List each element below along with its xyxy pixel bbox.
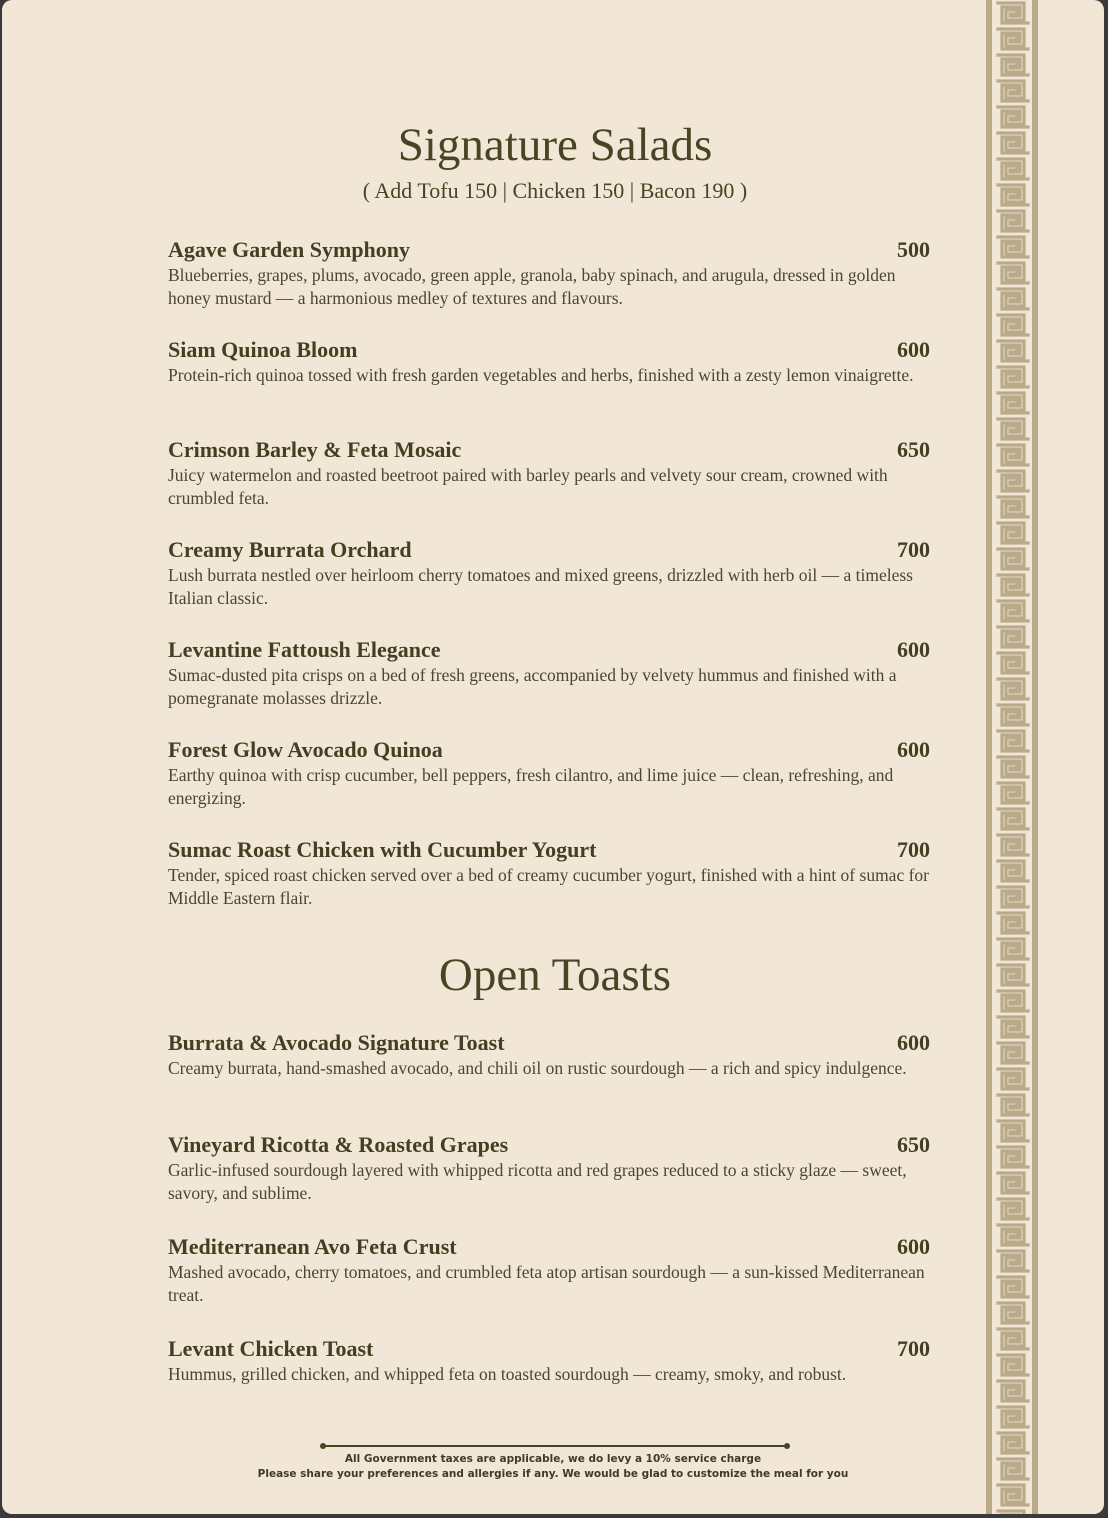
menu-item	[168, 1030, 942, 1080]
menu-item-price: 600	[897, 337, 930, 362]
menu-item-price: 600	[897, 637, 930, 662]
menu-item-header	[168, 437, 942, 463]
menu-item-name: Agave Garden Symphony	[168, 237, 411, 262]
menu-item-name: Forest Glow Avocado Quinoa	[168, 737, 443, 762]
menu-item	[168, 837, 942, 910]
menu-item-price: 600	[897, 737, 930, 762]
menu-item-name: Burrata & Avocado Signature Toast	[168, 1030, 505, 1055]
menu-item-header	[168, 637, 942, 663]
menu-item-header	[168, 837, 942, 863]
menu-item-description: Earthy quinoa with crisp cucumber, bell peppers, fresh cilantro, and lime juice — clean, refreshing, and energizing.	[168, 765, 894, 808]
toasts-title: Open Toasts	[438, 949, 672, 1001]
menu-item-price: 650	[897, 1132, 930, 1157]
menu-item	[168, 1234, 942, 1307]
menu-item-price: 700	[897, 537, 930, 562]
menu-item-description: Hummus, grilled chicken, and whipped feta on toasted sourdough — creamy, smoky, and robust.	[168, 1364, 847, 1384]
menu-item-price: 650	[897, 437, 930, 462]
footer-tax-note: All Government taxes are applicable, we do levy a 10% service charge	[344, 1453, 762, 1465]
menu-item-description: Sumac-dusted pita crisps on a bed of fresh greens, accompanied by velvety hummus and finished with a pomegranate molasses drizzle.	[168, 665, 897, 708]
menu-item	[168, 1132, 942, 1205]
menu-item-header	[168, 237, 942, 263]
salads-add-ons: ( Add Tofu 150 | Chicken 150 | Bacon 190 )	[362, 178, 748, 203]
menu-item-description: Mashed avocado, cherry tomatoes, and crumbled feta atop artisan sourdough — a sun-kissed Mediterranean treat.	[168, 1262, 925, 1305]
menu-item-description: Garlic-infused sourdough layered with whipped ricotta and red grapes reduced to a sticky glaze — sweet, savory, and sublime.	[168, 1160, 907, 1203]
menu-item	[168, 337, 942, 387]
salads-title: Signature Salads	[397, 119, 713, 171]
menu-item-price: 700	[897, 837, 930, 862]
menu-item	[168, 637, 942, 710]
footer-notes	[2, 1440, 1104, 1482]
menu-item-name: Siam Quinoa Bloom	[168, 337, 358, 362]
menu-item-description: Creamy burrata, hand-smashed avocado, and chili oil on rustic sourdough — a rich and spicy indulgence.	[168, 1058, 907, 1078]
menu-item-description: Blueberries, grapes, plums, avocado, green apple, granola, baby spinach, and arugula, dressed in golden honey mustard — a harmonious medley of textures and flavours.	[168, 265, 896, 308]
menu-item-name: Vineyard Ricotta & Roasted Grapes	[168, 1132, 509, 1157]
menu-item-name: Levant Chicken Toast	[168, 1336, 374, 1361]
menu-item-description: Protein-rich quinoa tossed with fresh garden vegetables and herbs, finished with a zesty lemon vinaigrette.	[168, 365, 914, 385]
menu-item-name: Levantine Fattoush Elegance	[168, 637, 441, 662]
menu-item-price: 600	[897, 1234, 930, 1259]
menu-item	[168, 1336, 942, 1386]
menu-item-description: Juicy watermelon and roasted beetroot paired with barley pearls and velvety sour cream, crowned with crumbled feta.	[168, 465, 888, 508]
menu-item-name: Crimson Barley & Feta Mosaic	[168, 437, 462, 462]
menu-item-header	[168, 1234, 942, 1260]
menu-item-header	[168, 537, 942, 563]
greek-key-border	[984, 0, 1040, 1514]
menu-item-name: Mediterranean Avo Feta Crust	[168, 1234, 457, 1259]
menu-item-header	[168, 1132, 942, 1158]
menu-item	[168, 437, 942, 510]
menu-item	[168, 737, 942, 810]
menu-item-header	[168, 737, 942, 763]
menu-item-header	[168, 1030, 942, 1056]
menu-item-name: Sumac Roast Chicken with Cucumber Yogurt	[168, 837, 597, 862]
menu-item-header	[168, 1336, 942, 1362]
menu-item-description: Tender, spiced roast chicken served over a bed of creamy cucumber yogurt, finished with a hint of sumac for Middle Eastern flair.	[168, 865, 929, 908]
menu-item-name: Creamy Burrata Orchard	[168, 537, 412, 562]
menu-item	[168, 237, 942, 310]
menu-item	[168, 537, 942, 610]
menu-item-price: 500	[897, 237, 930, 262]
menu-item-header	[168, 337, 942, 363]
menu-item-description: Lush burrata nestled over heirloom cherry tomatoes and mixed greens, drizzled with herb oil — a timeless Italian classic.	[168, 565, 913, 608]
menu-page	[2, 0, 1104, 1514]
footer-allergy-note: Please share your preferences and allergies if any. We would be glad to customize the meal for you	[257, 1468, 849, 1480]
menu-item-price: 700	[897, 1336, 930, 1361]
menu-item-price: 600	[897, 1030, 930, 1055]
